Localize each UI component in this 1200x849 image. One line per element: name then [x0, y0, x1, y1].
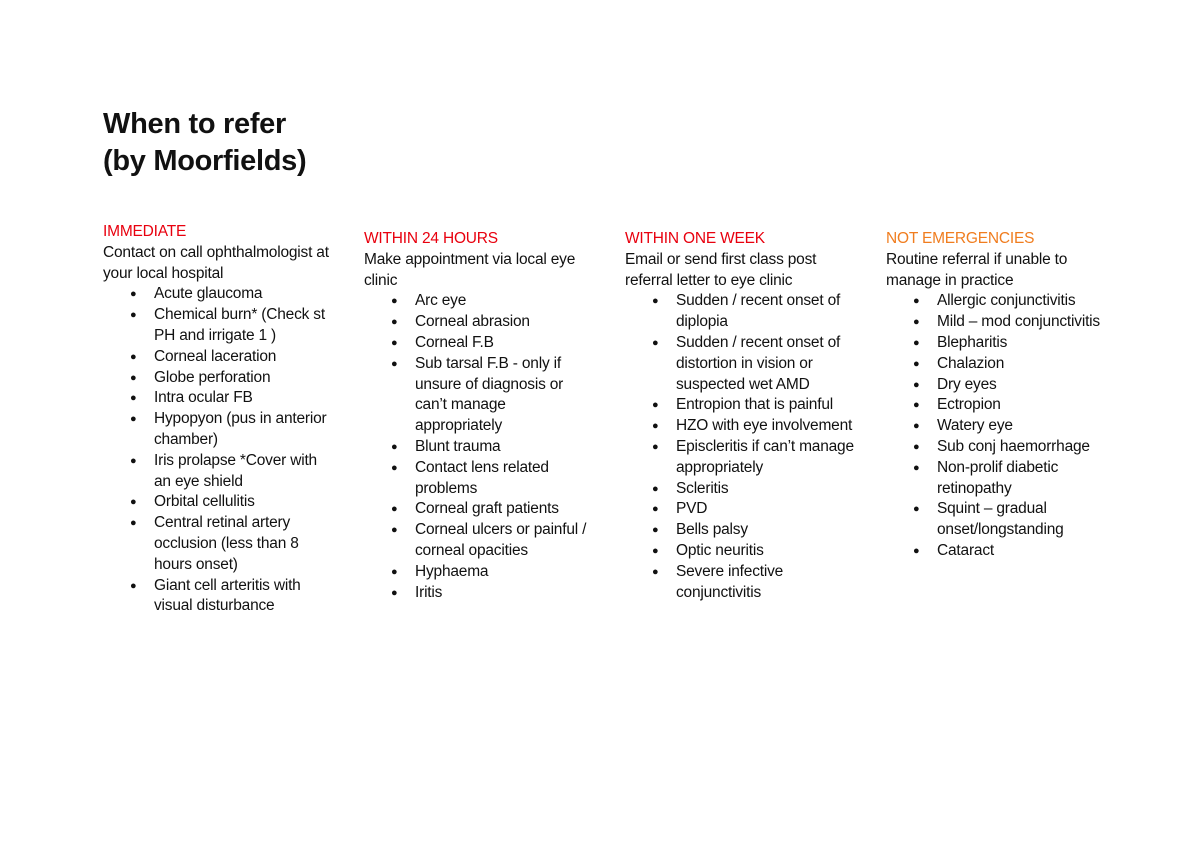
list-item-text: Sub conj haemorrhage — [937, 437, 1090, 455]
bullet-icon: ● — [652, 399, 659, 412]
list-item-text: Giant cell arteritis with visual disturbance — [154, 576, 301, 615]
column-heading: NOT EMERGENCIES — [886, 230, 1035, 247]
list-item-text: Corneal F.B — [415, 333, 494, 351]
list-item — [103, 576, 335, 618]
page-title-line-2: (by Moorfields) — [103, 145, 307, 177]
list-item-text: Sub tarsal F.B - only if unsure of diagnosis or can’t manage appropriately — [415, 354, 564, 435]
list-item — [886, 333, 1118, 354]
list-item — [364, 499, 596, 520]
bullet-icon: ● — [652, 295, 659, 308]
list-item — [103, 492, 335, 513]
bullet-icon: ● — [391, 440, 398, 453]
list-item-text: Corneal laceration — [154, 347, 277, 365]
bullet-icon: ● — [391, 461, 398, 474]
page-title — [103, 106, 306, 180]
list-item — [364, 437, 596, 458]
list-item-text: Acute glaucoma — [154, 285, 263, 303]
bullet-icon: ● — [130, 392, 137, 405]
list-item — [625, 416, 857, 437]
list-item — [886, 312, 1118, 333]
list-item-text: Hyphaema — [415, 562, 489, 580]
list-item-text: Arc eye — [415, 292, 467, 310]
bullet-icon: ● — [130, 371, 137, 384]
column-instruction: Routine referral if unable to manage in practice — [886, 250, 1068, 289]
list-item-text: Bells palsy — [676, 521, 748, 539]
list-item — [625, 395, 857, 416]
bullet-icon: ● — [391, 565, 398, 578]
list-item — [103, 368, 335, 389]
bullet-icon: ● — [652, 503, 659, 516]
bullet-icon: ● — [913, 544, 920, 557]
list-item — [103, 284, 335, 305]
list-item-text: Iritis — [415, 583, 443, 601]
list-item-text: Allergic conjunctivitis — [937, 292, 1076, 310]
list-item-text: Chemical burn* (Check st PH and irrigate 1 ) — [154, 306, 325, 344]
list-item-text: Watery eye — [937, 417, 1013, 435]
referral-list — [364, 291, 596, 603]
list-item-text: Corneal ulcers or painful / corneal opacities — [415, 521, 587, 559]
column-within-24-hours — [364, 229, 596, 603]
bullet-icon: ● — [913, 461, 920, 474]
list-item-text: Blepharitis — [937, 333, 1008, 351]
list-item — [886, 458, 1118, 500]
bullet-icon: ● — [652, 440, 659, 453]
bullet-icon: ● — [913, 420, 920, 433]
page-title-line-1: When to refer — [103, 108, 287, 140]
bullet-icon: ● — [391, 586, 398, 599]
bullet-icon: ● — [130, 350, 137, 363]
list-item-text: HZO with eye involvement — [676, 417, 853, 435]
list-item — [625, 333, 857, 395]
column-not-emergencies — [886, 229, 1118, 562]
list-item-text: Cataract — [937, 541, 994, 559]
list-item-text: Hypopyon (pus in anterior chamber) — [154, 410, 327, 448]
bullet-icon: ● — [913, 295, 920, 308]
bullet-icon: ● — [913, 316, 920, 329]
list-item — [886, 375, 1118, 396]
list-item — [103, 388, 335, 409]
bullet-icon: ● — [652, 565, 659, 578]
list-item — [364, 562, 596, 583]
list-item-text: Dry eyes — [937, 375, 997, 393]
bullet-icon: ● — [130, 454, 137, 467]
referral-list — [886, 291, 1118, 561]
list-item-text: PVD — [676, 500, 708, 518]
column-heading: WITHIN 24 HOURS — [364, 230, 498, 247]
list-item — [625, 520, 857, 541]
list-item-text: Chalazion — [937, 354, 1005, 372]
bullet-icon: ● — [913, 357, 920, 370]
list-item — [103, 409, 335, 451]
list-item — [103, 451, 335, 493]
column-instruction: Make appointment via local eye clinic — [364, 250, 576, 289]
list-item — [103, 305, 335, 347]
referral-list — [103, 284, 335, 617]
bullet-icon: ● — [391, 316, 398, 329]
list-item — [364, 333, 596, 354]
list-item — [364, 291, 596, 312]
list-item-text: Contact lens related problems — [415, 458, 549, 497]
list-item-text: Corneal graft patients — [415, 500, 559, 518]
column-heading: IMMEDIATE — [103, 223, 187, 240]
list-item-text: Ectropion — [937, 396, 1001, 414]
bullet-icon: ● — [130, 288, 137, 301]
bullet-icon: ● — [391, 357, 398, 370]
bullet-icon: ● — [391, 524, 398, 537]
list-item — [625, 499, 857, 520]
bullet-icon: ● — [130, 309, 137, 322]
bullet-icon: ● — [130, 496, 137, 509]
list-item — [364, 312, 596, 333]
list-item-text: Optic neuritis — [676, 541, 764, 559]
list-item — [886, 291, 1118, 312]
list-item — [625, 291, 857, 333]
list-item — [364, 583, 596, 604]
column-instruction: Email or send first class post referral letter to eye clinic — [625, 250, 817, 289]
list-item — [886, 499, 1118, 541]
list-item-text: Sudden / recent onset of diplopia — [676, 292, 841, 331]
list-item-text: Mild – mod conjunctivitis — [937, 313, 1100, 331]
list-item-text: Squint – gradual onset/longstanding — [937, 500, 1064, 539]
list-item-text: Severe infective conjunctivitis — [676, 562, 784, 601]
list-item-text: Entropion that is painful — [676, 396, 833, 414]
list-item-text: Central retinal artery occlusion (less than 8 hours onset) — [154, 514, 299, 573]
column-immediate — [103, 222, 335, 617]
bullet-icon: ● — [652, 524, 659, 537]
list-item — [364, 458, 596, 500]
list-item-text: Globe perforation — [154, 368, 271, 386]
bullet-icon: ● — [913, 503, 920, 516]
list-item — [103, 347, 335, 368]
bullet-icon: ● — [652, 336, 659, 349]
list-item-text: Orbital cellulitis — [154, 493, 255, 511]
list-item-text: Intra ocular FB — [154, 389, 253, 407]
list-item — [886, 354, 1118, 375]
bullet-icon: ● — [391, 503, 398, 516]
list-item — [625, 562, 857, 604]
bullet-icon: ● — [130, 579, 137, 592]
bullet-icon: ● — [913, 378, 920, 391]
list-item — [364, 520, 596, 562]
list-item-text: Iris prolapse *Cover with an eye shield — [154, 451, 317, 490]
bullet-icon: ● — [913, 336, 920, 349]
bullet-icon: ● — [391, 336, 398, 349]
list-item — [886, 541, 1118, 562]
list-item-text: Non-prolif diabetic retinopathy — [937, 458, 1059, 497]
list-item — [886, 416, 1118, 437]
bullet-icon: ● — [652, 544, 659, 557]
list-item — [886, 395, 1118, 416]
list-item — [103, 513, 335, 575]
bullet-icon: ● — [652, 420, 659, 433]
bullet-icon: ● — [130, 517, 137, 530]
list-item — [625, 541, 857, 562]
bullet-icon: ● — [913, 440, 920, 453]
list-item — [625, 437, 857, 479]
column-heading: WITHIN ONE WEEK — [625, 230, 765, 247]
list-item — [625, 479, 857, 500]
list-item-text: Blunt trauma — [415, 437, 501, 455]
list-item-text: Corneal abrasion — [415, 313, 530, 331]
bullet-icon: ● — [391, 295, 398, 308]
column-instruction: Contact on call ophthalmologist at your local hospital — [103, 243, 329, 282]
list-item-text: Episcleritis if can’t manage appropriately — [676, 437, 854, 476]
bullet-icon: ● — [130, 413, 137, 426]
list-item-text: Scleritis — [676, 479, 729, 497]
bullet-icon: ● — [652, 482, 659, 495]
list-item-text: Sudden / recent onset of distortion in vision or suspected wet AMD — [676, 333, 841, 393]
referral-list — [625, 291, 857, 603]
list-item — [886, 437, 1118, 458]
list-item — [364, 354, 596, 437]
bullet-icon: ● — [913, 399, 920, 412]
column-within-one-week — [625, 229, 857, 603]
